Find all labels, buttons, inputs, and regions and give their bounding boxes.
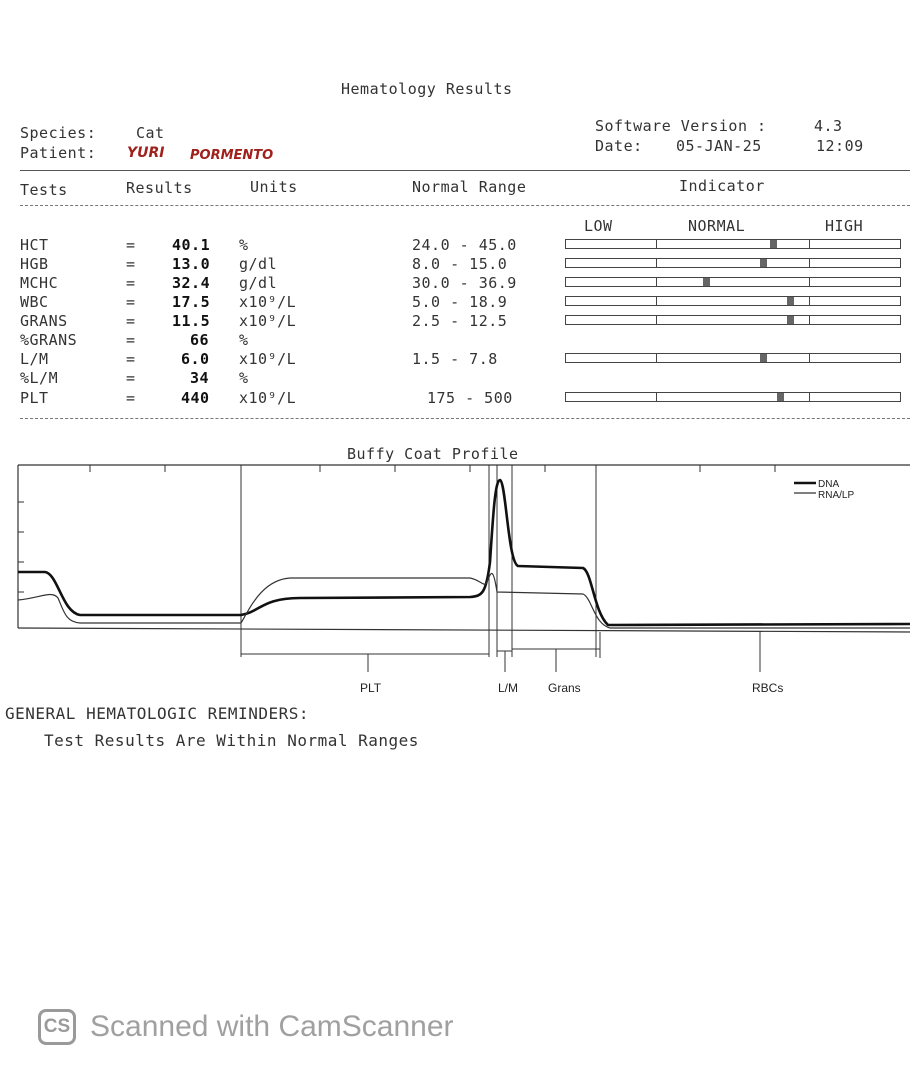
test-name: HCT <box>20 236 49 254</box>
legend-rna-lp-label: RNA/LP <box>818 490 855 501</box>
result-unit: x10⁹/L <box>239 350 297 368</box>
chart-left-ticks <box>18 502 24 592</box>
patient-last-name: PORMENTO <box>190 148 274 163</box>
equals-sign: = <box>126 236 136 254</box>
table-row <box>0 369 910 387</box>
segment-label-lm: L/M <box>498 681 519 695</box>
normal-range: 30.0 - 36.9 <box>412 274 517 292</box>
chart-top-ticks <box>90 465 775 472</box>
range-indicator <box>565 258 901 268</box>
result-value: 11.5 <box>172 312 211 330</box>
reminders-text: Test Results Are Within Normal Ranges <box>44 731 419 750</box>
normal-range: 1.5 - 7.8 <box>412 350 498 368</box>
range-indicator <box>565 392 901 402</box>
indicator-marker <box>760 259 767 267</box>
software-version: 4.3 <box>814 117 843 135</box>
equals-sign: = <box>126 274 136 292</box>
segment-label-plt: PLT <box>360 681 382 695</box>
segment-brackets <box>241 632 760 672</box>
indicator-marker <box>787 297 794 305</box>
normal-range: 8.0 - 15.0 <box>412 255 508 273</box>
result-value: 17.5 <box>172 293 211 311</box>
result-unit: g/dl <box>239 274 278 292</box>
indicator-marker <box>787 316 794 324</box>
range-indicator <box>565 353 901 363</box>
table-row <box>0 274 910 292</box>
result-value: 66 <box>190 331 210 349</box>
result-value: 40.1 <box>172 236 211 254</box>
table-row <box>0 312 910 330</box>
col-header-indicator: Indicator <box>679 177 765 195</box>
result-unit: % <box>239 369 249 387</box>
legend-dna-label: DNA <box>818 479 840 490</box>
test-name: L/M <box>20 350 49 368</box>
species-label: Species: <box>20 124 97 142</box>
result-unit: g/dl <box>239 255 278 273</box>
test-name: GRANS <box>20 312 68 330</box>
time-value: 12:09 <box>816 137 864 155</box>
indicator-marker <box>770 240 777 248</box>
range-indicator <box>565 277 901 287</box>
equals-sign: = <box>126 350 136 368</box>
report-title: Hematology Results <box>341 80 513 98</box>
result-value: 440 <box>181 389 210 407</box>
result-value: 34 <box>190 369 210 387</box>
software-label: Software Version : <box>595 117 767 135</box>
segment-label-grans: Grans <box>548 681 581 695</box>
range-indicator <box>565 239 901 249</box>
dna-curve <box>18 480 910 625</box>
col-header-results: Results <box>126 179 193 197</box>
date-value: 05-JAN-25 <box>676 137 762 155</box>
reminders-heading: GENERAL HEMATOLOGIC REMINDERS: <box>5 704 309 723</box>
range-indicator <box>565 315 901 325</box>
result-value: 32.4 <box>172 274 211 292</box>
test-name: PLT <box>20 389 49 407</box>
patient-label: Patient: <box>20 144 97 162</box>
segment-label-rbcs: RBCs <box>752 681 784 695</box>
test-name: %L/M <box>20 369 59 387</box>
test-name: %GRANS <box>20 331 78 349</box>
camscanner-watermark: Scanned with CamScanner <box>90 1010 454 1043</box>
table-row <box>0 350 910 368</box>
result-unit: % <box>239 331 249 349</box>
indicator-low-label: LOW <box>584 217 613 235</box>
indicator-normal-label: NORMAL <box>688 217 746 235</box>
test-name: HGB <box>20 255 49 273</box>
rna-lp-curve <box>18 573 910 628</box>
table-row <box>0 293 910 311</box>
col-header-tests: Tests <box>20 181 68 199</box>
col-header-units: Units <box>250 178 298 196</box>
result-unit: x10⁹/L <box>239 312 297 330</box>
table-row <box>0 236 910 254</box>
normal-range: 24.0 - 45.0 <box>412 236 517 254</box>
normal-range: 175 - 500 <box>427 389 513 407</box>
result-unit: x10⁹/L <box>239 389 297 407</box>
indicator-marker <box>760 354 767 362</box>
species-value: Cat <box>136 124 165 142</box>
camscanner-logo: CS <box>38 1009 76 1045</box>
equals-sign: = <box>126 255 136 273</box>
test-name: WBC <box>20 293 49 311</box>
result-unit: % <box>239 236 249 254</box>
indicator-marker <box>777 393 784 401</box>
indicator-marker <box>703 278 710 286</box>
patient-first-name: YURI <box>127 145 165 161</box>
equals-sign: = <box>126 293 136 311</box>
table-row <box>0 255 910 273</box>
segment-dividers <box>241 465 596 657</box>
equals-sign: = <box>126 369 136 387</box>
range-indicator <box>565 296 901 306</box>
normal-range: 2.5 - 12.5 <box>412 312 508 330</box>
equals-sign: = <box>126 331 136 349</box>
header-rule-bottom <box>20 205 910 206</box>
col-header-normal-range: Normal Range <box>412 178 527 196</box>
header-rule-top <box>20 170 910 171</box>
equals-sign: = <box>126 389 136 407</box>
result-unit: x10⁹/L <box>239 293 297 311</box>
indicator-high-label: HIGH <box>825 217 864 235</box>
equals-sign: = <box>126 312 136 330</box>
profile-title: Buffy Coat Profile <box>347 445 519 463</box>
result-value: 6.0 <box>181 350 210 368</box>
date-label: Date: <box>595 137 643 155</box>
buffy-coat-profile-chart <box>0 462 910 702</box>
test-name: MCHC <box>20 274 59 292</box>
normal-range: 5.0 - 18.9 <box>412 293 508 311</box>
table-row <box>0 389 910 407</box>
result-value: 13.0 <box>172 255 211 273</box>
table-rule-bottom <box>20 418 910 419</box>
table-row <box>0 331 910 349</box>
